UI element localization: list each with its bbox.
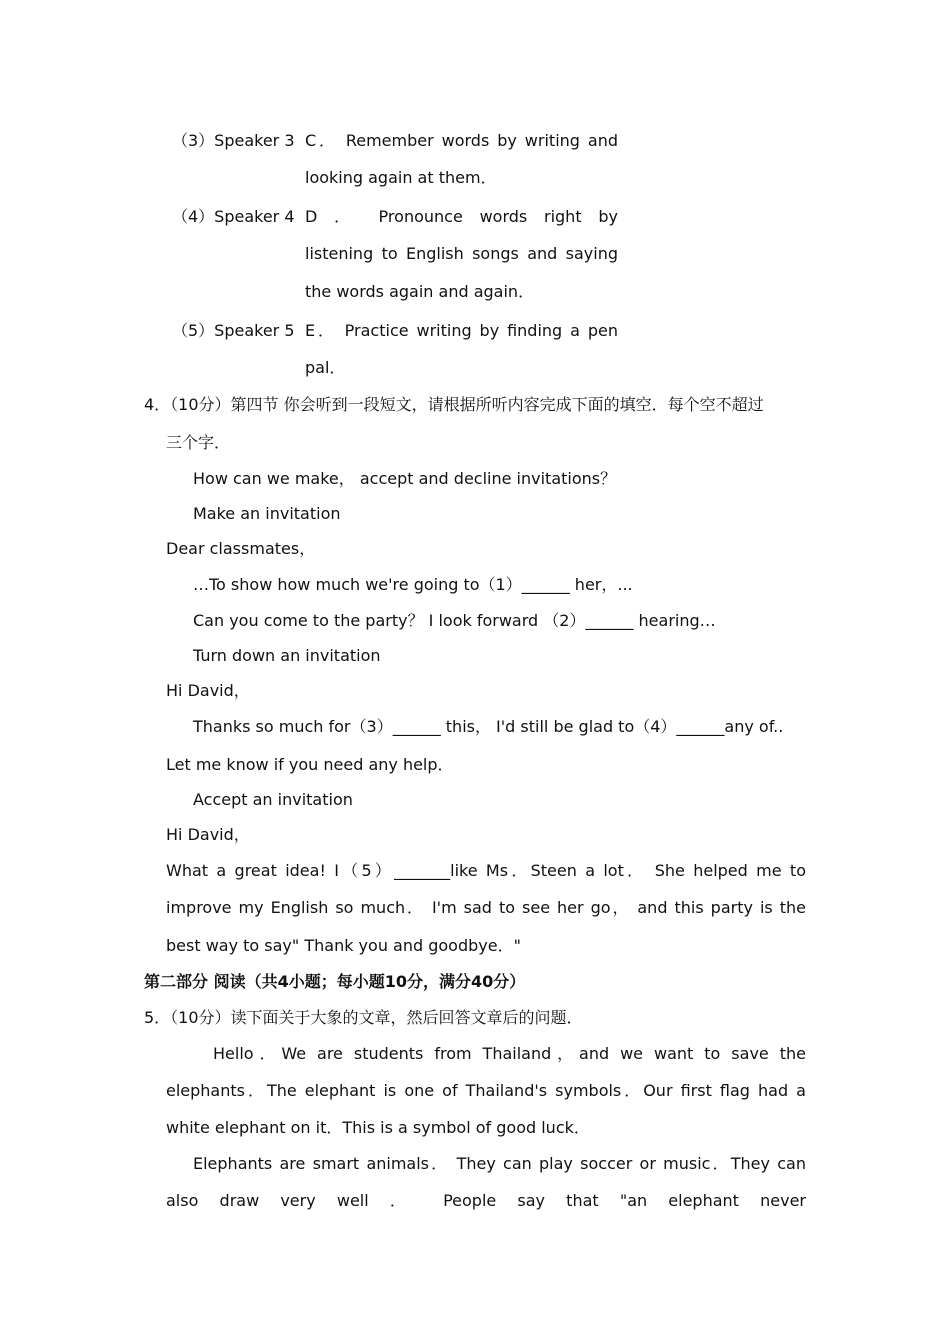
make-invitation-greeting: Dear classmates， bbox=[166, 539, 316, 558]
article-paragraph: Elephants are smart animals． They can play soccer or music．They can bbox=[193, 1154, 806, 1173]
question-5-title: 5．（10分）读下面关于大象的文章，然后回答文章后的问题． bbox=[144, 1008, 583, 1027]
speaker-label: （3）Speaker 3 bbox=[172, 131, 295, 150]
make-invitation-body: …To show how much we're going to（1）______ her，... bbox=[193, 575, 633, 594]
make-invitation-title: Make an invitation bbox=[193, 504, 341, 523]
section-2-title: 第二部分 阅读（共4小题；每小题10分，满分40分） bbox=[144, 972, 526, 991]
article-paragraph: elephants．The elephant is one of Thailand's symbols．Our first flag had a bbox=[166, 1081, 806, 1100]
accept-invitation-greeting: Hi David， bbox=[166, 825, 250, 844]
accept-invitation-body: improve my English so much． I'm sad to see her go， and this party is the bbox=[166, 898, 806, 917]
decline-invitation-title: Turn down an invitation bbox=[193, 646, 381, 665]
option-text: the words again and again． bbox=[305, 282, 535, 301]
decline-invitation-body: Thanks so much for（3）______ this， I'd still be glad to（4）______any of.. bbox=[193, 717, 784, 736]
option-text: looking again at them． bbox=[305, 168, 497, 187]
article-paragraph: white elephant on it．This is a symbol of good luck． bbox=[166, 1118, 590, 1137]
option-text: listening to English songs and saying bbox=[305, 244, 618, 263]
passage-heading: How can we make， accept and decline invitations？ bbox=[193, 469, 617, 488]
option-text: D ． Pronounce words right by bbox=[305, 207, 618, 226]
speaker-label: （4）Speaker 4 bbox=[172, 207, 295, 226]
option-text: C． Remember words by writing and bbox=[305, 131, 618, 150]
decline-invitation-greeting: Hi David， bbox=[166, 681, 250, 700]
question-4-title-cont: 三个字． bbox=[166, 433, 231, 452]
article-paragraph: also draw very well ． People say that "an elephant never bbox=[166, 1191, 806, 1210]
question-4-title: 4．（10分）第四节 你会听到一段短文，请根据所听内容完成下面的填空．每个空不超过 bbox=[144, 395, 764, 414]
accept-invitation-title: Accept an invitation bbox=[193, 790, 353, 809]
make-invitation-body: Can you come to the party？ I look forward （2）______ hearing… bbox=[193, 611, 716, 630]
accept-invitation-body: best way to say" Thank you and goodbye．" bbox=[166, 936, 521, 955]
option-text: pal． bbox=[305, 358, 346, 377]
accept-invitation-body: What a great idea! I（5）_______like Ms．Steen a lot． She helped me to bbox=[166, 861, 806, 880]
article-paragraph: Hello．We are students from Thailand，and we want to save the bbox=[213, 1044, 806, 1063]
speaker-label: （5）Speaker 5 bbox=[172, 321, 295, 340]
decline-invitation-body: Let me know if you need any help． bbox=[166, 755, 454, 774]
option-text: E． Practice writing by finding a pen bbox=[305, 321, 618, 340]
